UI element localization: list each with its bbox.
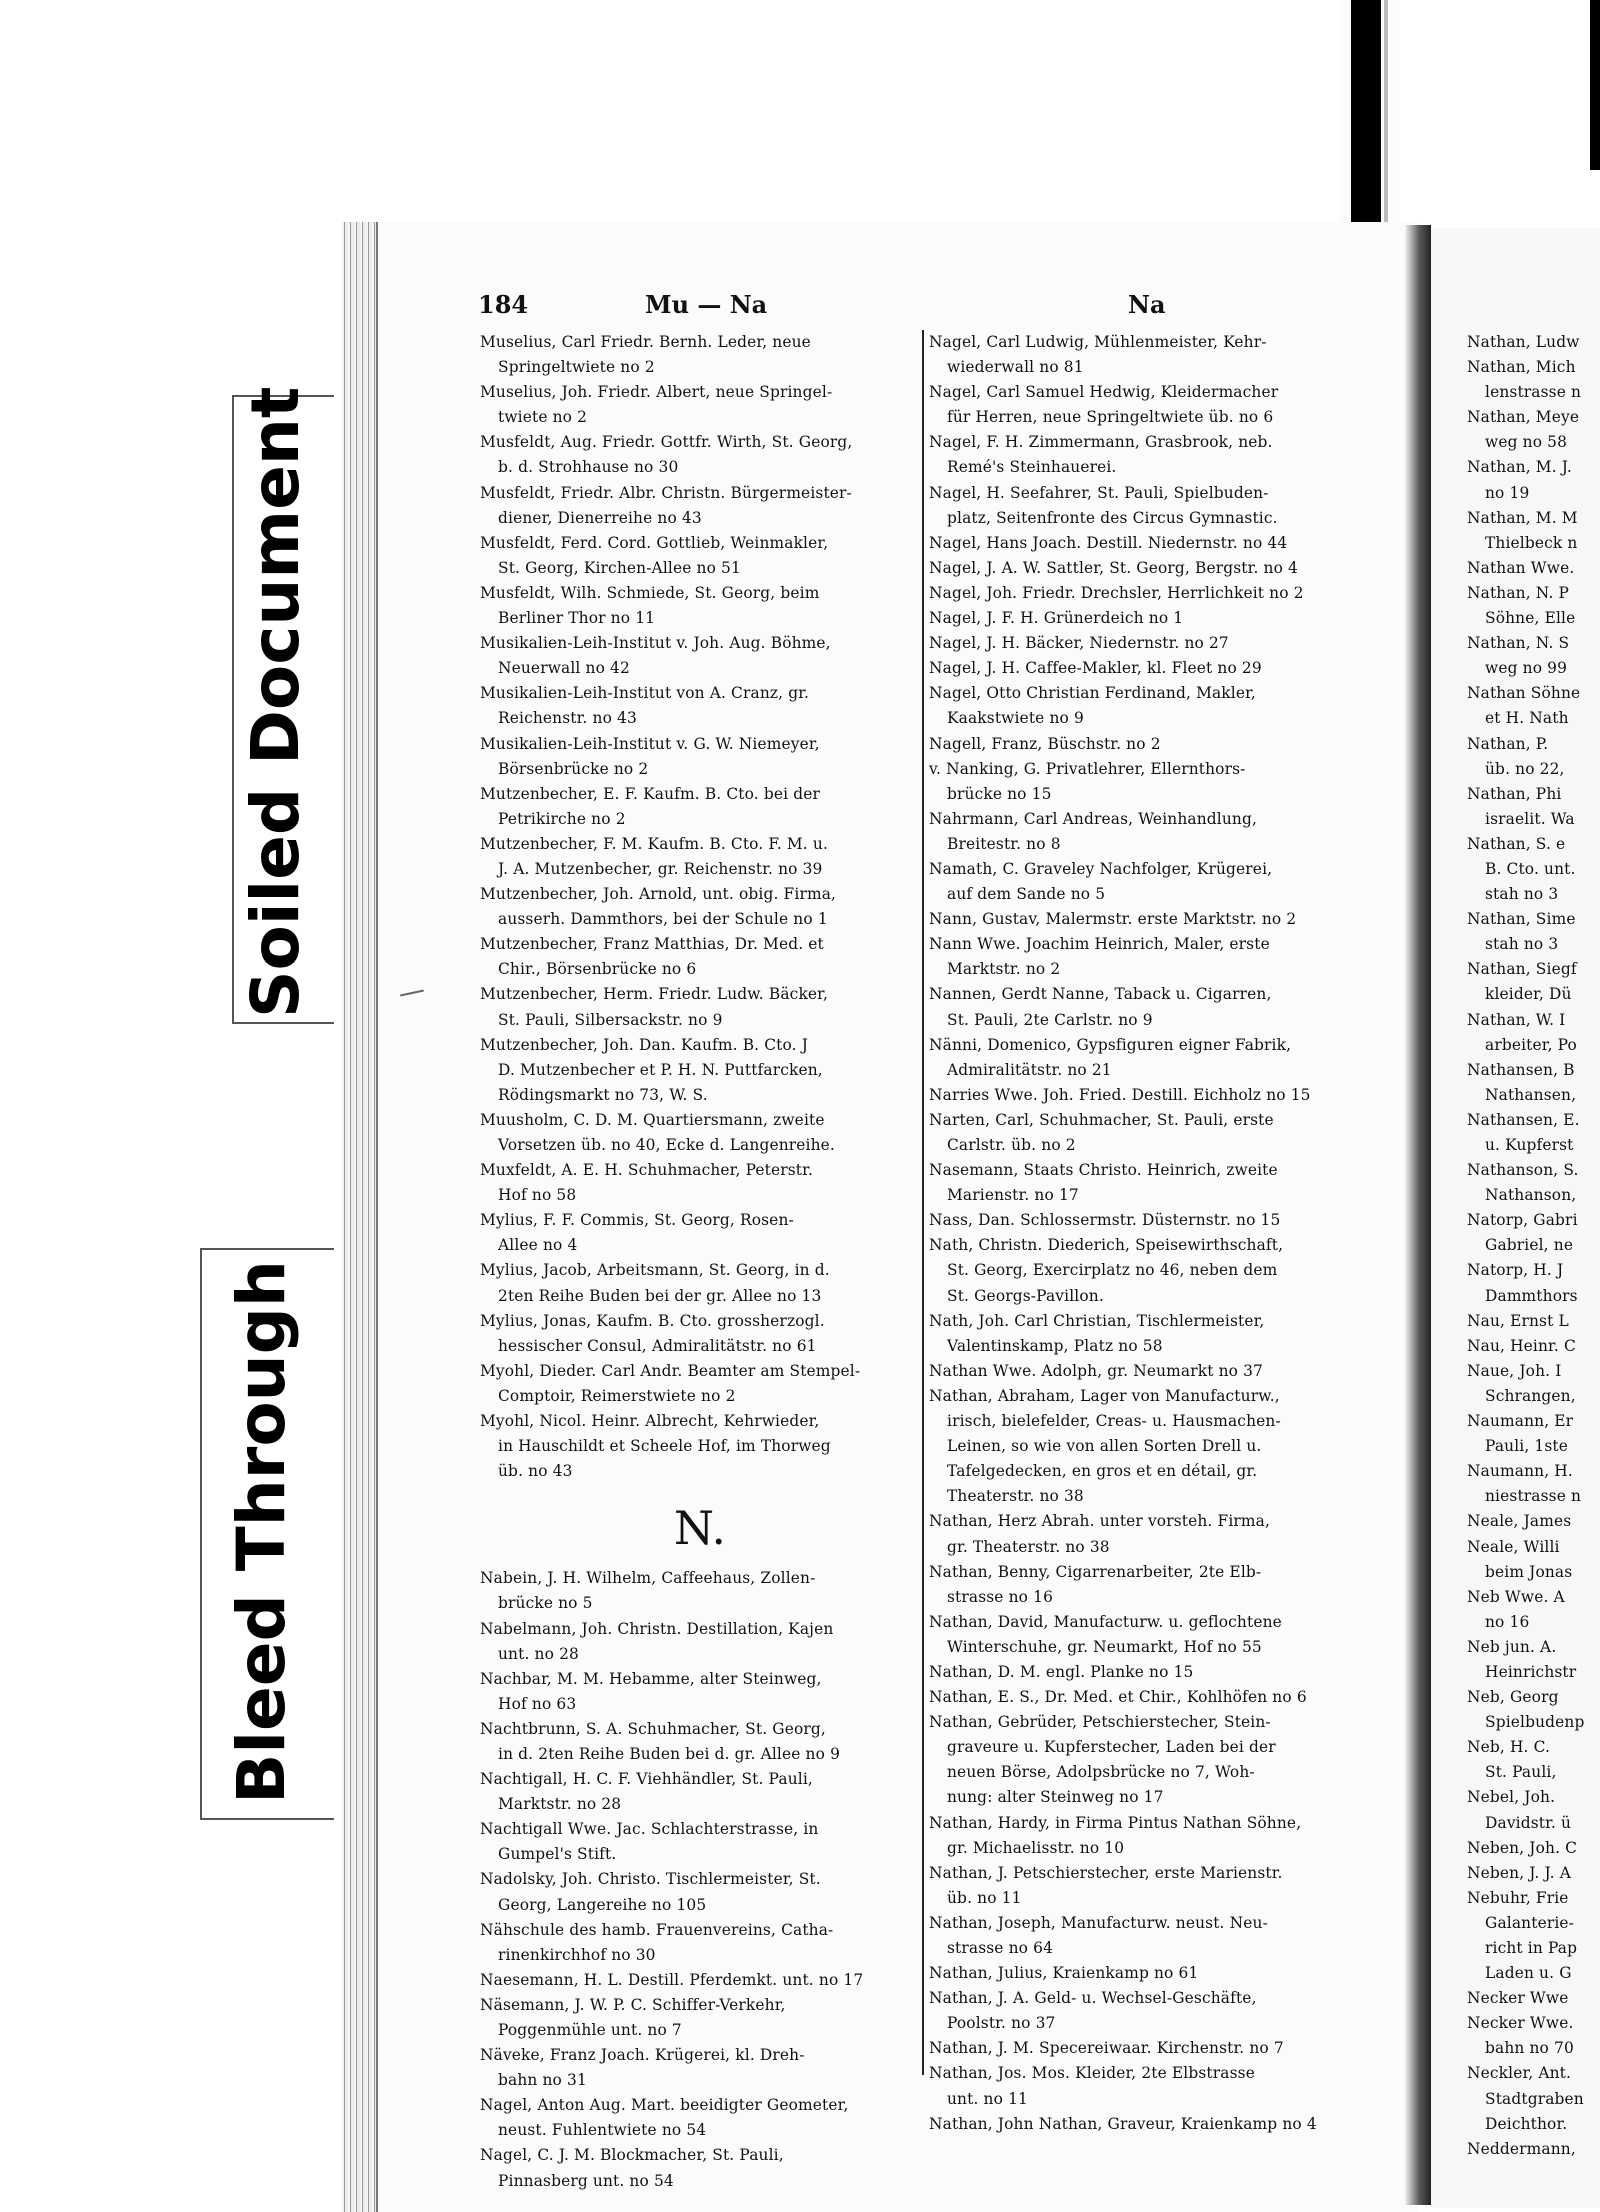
directory-entry: Nähschule des hamb. Frauenvereins, Catha- [480,1920,834,1939]
directory-entry: Nachtbrunn, S. A. Schuhmacher, St. Georg, [480,1719,826,1738]
directory-entry: Natorp, Gabri [1467,1211,1578,1230]
directory-entry: Nagel, C. J. M. Blockmacher, St. Pauli, [480,2146,784,2165]
directory-entry: Nachtigall, H. C. F. Viehhändler, St. Pauli, [480,1770,813,1789]
directory-entry: Nathan, Meye [1467,408,1580,427]
directory-entry: Neale, James [1467,1512,1572,1531]
entry-continuation: stah no 3 [1485,935,1559,954]
directory-entry: Nagel, Joh. Friedr. Drechsler, Herrlichkeit no 2 [929,583,1304,602]
directory-entry: Neb jun. A. [1467,1637,1557,1656]
entry-continuation: Breitestr. no 8 [947,834,1061,853]
directory-entry: Muselius, Carl Friedr. Bernh. Leder, neue [480,333,811,351]
entry-continuation: irisch, bielefelder, Creas- u. Hausmachen- [947,1412,1281,1431]
entry-continuation: brücke no 5 [498,1594,593,1613]
directory-entry: Naumann, H. [1467,1462,1573,1481]
running-head-left: Mu — Na [645,290,768,319]
entry-continuation: Pauli, 1ste [1485,1437,1569,1456]
directory-entry: Näsemann, J. W. P. C. Schiffer-Verkehr, [480,1995,786,2014]
directory-entry: Nabelmann, Joh. Christn. Destillation, Kajen [480,1619,834,1638]
directory-entry: Nathan, John Nathan, Graveur, Kraienkamp no 4 [929,2114,1317,2133]
entry-continuation: Comptoir, Reimerstwiete no 2 [498,1386,736,1405]
directory-entry: Nathan, D. M. engl. Planke no 15 [929,1662,1194,1681]
entry-continuation: Leinen, so wie von allen Sorten Drell u. [947,1437,1262,1456]
entry-continuation: et H. Nath [1485,709,1569,728]
entry-continuation: stah no 3 [1485,885,1559,904]
entry-continuation: rinenkirchhof no 30 [498,1945,656,1964]
directory-entry: Musikalien-Leih-Institut v. Joh. Aug. Böhme, [480,634,831,653]
directory-entry: Neben, Joh. C [1467,1838,1578,1857]
directory-entry: Mutzenbecher, E. F. Kaufm. B. Cto. bei der [480,784,821,803]
entry-continuation: 2ten Reihe Buden bei der gr. Allee no 13 [498,1286,822,1305]
directory-entry: Necker Wwe. [1467,2014,1574,2033]
entry-continuation: Berliner Thor no 11 [498,609,656,628]
directory-entry: Neb, Georg [1467,1688,1559,1707]
entry-continuation: St. Georg, Exercirplatz no 46, neben dem [947,1261,1278,1280]
entry-continuation: Thielbeck n [1485,533,1578,552]
entry-continuation: Heinrichstr [1485,1662,1577,1681]
entry-continuation: Deichthor. [1485,2114,1568,2133]
entry-continuation: nung: alter Steinweg no 17 [947,1788,1164,1807]
directory-entry: Naue, Joh. I [1467,1361,1562,1380]
directory-entry: Nathan, Abraham, Lager von Manufacturw., [929,1386,1280,1405]
entry-continuation: kleider, Dü [1485,985,1572,1004]
entry-continuation: St. Pauli, Silbersackstr. no 9 [498,1010,723,1029]
directory-entry: Muusholm, C. D. M. Quartiersmann, zweite [480,1110,825,1129]
directory-entry: Muxfeldt, A. E. H. Schuhmacher, Peterstr. [480,1161,813,1180]
directory-entry: Nathanson, S. [1467,1161,1579,1180]
directory-entry: Nebuhr, Frie [1467,1888,1569,1907]
directory-entry: Nathan Söhne [1467,684,1581,703]
directory-entry: Nagel, J. F. H. Grünerdeich no 1 [929,609,1184,628]
entry-continuation: richt in Pap [1485,1939,1578,1957]
entry-continuation: Marktstr. no 2 [947,960,1061,979]
bleed-through-label: Bleed Through [223,1260,300,1804]
directory-entry: Nabein, J. H. Wilhelm, Caffeehaus, Zollen- [480,1569,816,1588]
directory-entry: Mutzenbecher, F. M. Kaufm. B. Cto. F. M. u. [480,834,829,853]
directory-entry: Nagell, Franz, Büschstr. no 2 [929,734,1161,753]
directory-entry: Neddermann, [1467,2139,1576,2158]
running-head-right: Na [1128,290,1166,319]
entry-continuation: Winterschuhe, gr. Neumarkt, Hof no 55 [947,1637,1262,1656]
entry-continuation: Springeltwiete no 2 [498,358,655,377]
directory-entry: Narries Wwe. Joh. Fried. Destill. Eichholz no 15 [929,1085,1311,1104]
entry-continuation: Gabriel, ne [1485,1236,1574,1255]
scan-border [1590,0,1600,170]
directory-entry: Nagel, J. H. Bäcker, Niedernstr. no 27 [929,634,1229,653]
entry-continuation: brücke no 15 [947,784,1052,803]
entry-continuation: neust. Fuhlentwiete no 54 [498,2121,707,2140]
directory-entry: Nathan, J. M. Specereiwaar. Kirchenstr. no 7 [929,2039,1284,2058]
directory-column-facing [1467,330,1600,2162]
directory-entry: Nagel, Carl Ludwig, Mühlenmeister, Kehr- [929,333,1267,351]
directory-entry: Nathan, Gebrüder, Petschierstecher, Stein- [929,1713,1271,1732]
directory-entry: Namath, C. Graveley Nachfolger, Krügerei, [929,859,1273,878]
directory-entry: Nathan, Ludw [1467,333,1580,351]
directory-entry: Musikalien-Leih-Institut v. G. W. Niemeyer, [480,734,820,753]
entry-continuation: niestrasse n [1485,1487,1582,1506]
entry-continuation: Schrangen, [1485,1386,1576,1405]
directory-entry: Nebel, Joh. [1467,1788,1556,1807]
directory-entry: Nadolsky, Joh. Christo. Tischlermeister, St. [480,1870,821,1889]
directory-entry: Mutzenbecher, Franz Matthias, Dr. Med. et [480,935,824,954]
entry-continuation: Spielbudenp [1485,1713,1585,1732]
entry-continuation: Vorsetzen üb. no 40, Ecke d. Langenreihe. [498,1136,835,1154]
directory-entry: Nathansen, E. [1467,1110,1580,1129]
entry-continuation: Georg, Langereihe no 105 [498,1895,707,1914]
directory-entry: Musfeldt, Friedr. Albr. Christn. Bürgermeister- [480,483,852,502]
entry-continuation: Stadtgraben [1485,2089,1584,2108]
entry-continuation: Gumpel's Stift. [498,1845,617,1864]
entry-continuation: Marktstr. no 28 [498,1795,622,1814]
entry-continuation: B. Cto. unt. [1485,859,1576,878]
page-number: 184 [478,290,529,319]
entry-continuation: unt. no 11 [947,2089,1028,2108]
directory-entry: Nathan, N. S [1467,634,1570,653]
directory-entry: Nagel, F. H. Zimmermann, Grasbrook, neb. [929,433,1273,452]
directory-entry: Nagel, H. Seefahrer, St. Pauli, Spielbuden- [929,483,1269,502]
directory-column-right [929,330,1369,2137]
directory-entry: Nahrmann, Carl Andreas, Weinhandlung, [929,809,1258,828]
directory-entry: Nathan, Hardy, in Firma Pintus Nathan Söhne, [929,1813,1302,1832]
directory-entry: Nathan, W. I [1467,1010,1566,1029]
binding-seam [1384,0,1388,228]
directory-entry: Nachbar, M. M. Hebamme, alter Steinweg, [480,1669,822,1688]
directory-entry: Mylius, F. F. Commis, St. Georg, Rosen- [480,1211,794,1230]
directory-entry: Musfeldt, Ferd. Cord. Gottlieb, Weinmakler, [480,533,829,552]
directory-entry: Nathan, M. J. [1467,458,1572,477]
entry-continuation: Valentinskamp, Platz no 58 [947,1336,1163,1355]
section-heading: N. [673,1501,727,1556]
directory-entry: Nath, Christn. Diederich, Speisewirthschaft, [929,1236,1284,1255]
directory-entry: Nagel, Carl Samuel Hedwig, Kleidermacher [929,383,1279,402]
entry-continuation: Kaakstwiete no 9 [947,709,1084,728]
directory-entry: Nathan, J. Petschierstecher, erste Marienstr. [929,1863,1283,1882]
entry-continuation: Börsenbrücke no 2 [498,759,649,778]
entry-continuation: Söhne, Elle [1485,609,1576,628]
directory-entry: Nath, Joh. Carl Christian, Tischlermeister, [929,1311,1265,1330]
entry-continuation: Tafelgedecken, en gros et en détail, gr. [947,1462,1258,1481]
entry-continuation: gr. Theaterstr. no 38 [947,1537,1110,1556]
column-rule [922,330,924,2075]
directory-entry: Nathan, Joseph, Manufacturw. neust. Neu- [929,1913,1268,1932]
entry-continuation: no 19 [1485,483,1530,502]
entry-continuation: twiete no 2 [498,408,588,427]
directory-entry: Nachtigall Wwe. Jac. Schlachterstrasse, in [480,1820,819,1839]
directory-entry: Nathan, David, Manufacturw. u. geflochtene [929,1612,1282,1631]
entry-continuation: b. d. Strohhause no 30 [498,458,679,477]
directory-entry: Nagel, Anton Aug. Mart. beeidigter Geometer, [480,2096,849,2115]
directory-entry: Nathansen, B [1467,1060,1575,1079]
entry-continuation: üb. no 43 [498,1462,573,1481]
entry-continuation: beim Jonas [1485,1562,1573,1581]
entry-continuation: no 16 [1485,1612,1530,1631]
entry-continuation: Allee no 4 [498,1236,578,1255]
entry-continuation: Davidstr. ü [1485,1813,1572,1832]
entry-continuation: Galanterie- [1485,1913,1575,1932]
entry-continuation: israelit. Wa [1485,809,1575,828]
directory-entry: Mutzenbecher, Joh. Dan. Kaufm. B. Cto. J [480,1035,809,1054]
directory-entry: Musikalien-Leih-Institut von A. Cranz, gr. [480,684,810,703]
entry-continuation: strasse no 16 [947,1587,1054,1606]
directory-entry: Mutzenbecher, Joh. Arnold, unt. obig. Firma, [480,885,837,904]
directory-entry: Nathan Wwe. Adolph, gr. Neumarkt no 37 [929,1361,1263,1380]
directory-entry: Neb Wwe. A [1467,1587,1565,1606]
directory-entry: Myohl, Dieder. Carl Andr. Beamter am Stempel- [480,1361,861,1380]
directory-entry: Nathan, E. S., Dr. Med. et Chir., Kohlhöfen no 6 [929,1688,1307,1707]
entry-continuation: arbeiter, Po [1485,1035,1577,1054]
entry-continuation: Hof no 58 [498,1186,577,1205]
directory-entry: Naesemann, H. L. Destill. Pferdemkt. unt. no 17 [480,1970,864,1989]
entry-continuation: St. Pauli, 2te Carlstr. no 9 [947,1010,1153,1029]
entry-continuation: wiederwall no 81 [947,358,1084,377]
directory-entry: Neale, Willi [1467,1537,1560,1556]
entry-continuation: St. Georgs-Pavillon. [947,1286,1104,1305]
entry-continuation: üb. no 11 [947,1888,1022,1907]
directory-entry: Necker Wwe [1467,1989,1569,2008]
entry-continuation: Nathanson, [1485,1186,1577,1205]
entry-continuation: Nathansen, [1485,1085,1577,1104]
directory-entry: Neben, J. J. A [1467,1863,1571,1882]
entry-continuation: Marienstr. no 17 [947,1186,1079,1205]
directory-entry: Nann, Gustav, Malermstr. erste Marktstr. no 2 [929,910,1297,929]
directory-entry: Nann Wwe. Joachim Heinrich, Maler, erste [929,935,1270,954]
entry-continuation: bahn no 70 [1485,2039,1574,2058]
directory-entry: Natorp, H. J [1467,1261,1564,1280]
entry-continuation: hessischer Consul, Admiralitätstr. no 61 [498,1336,817,1355]
directory-entry: Musfeldt, Aug. Friedr. Gottfr. Wirth, St. Georg, [480,433,853,452]
page-gutter [1405,225,1431,2205]
directory-entry: Nagel, Hans Joach. Destill. Niedernstr. no 44 [929,533,1288,552]
entry-continuation: Admiralitätstr. no 21 [947,1060,1112,1079]
directory-entry: Nathan Wwe. [1467,558,1575,577]
entry-continuation: diener, Dienerreihe no 43 [498,508,702,527]
directory-entry: Nannen, Gerdt Nanne, Taback u. Cigarren, [929,985,1272,1004]
binding-tape [1351,0,1381,228]
directory-entry: Nathan, Herz Abrah. unter vorsteh. Firma, [929,1512,1271,1531]
entry-continuation: auf dem Sande no 5 [947,885,1106,904]
directory-entry: Nathan, P. [1467,734,1549,753]
entry-continuation: strasse no 64 [947,1939,1054,1957]
entry-continuation: Chir., Börsenbrücke no 6 [498,960,697,979]
entry-continuation: ausserh. Dammthors, bei der Schule no 1 [498,910,828,929]
directory-entry: Myohl, Nicol. Heinr. Albrecht, Kehrwieder, [480,1412,820,1431]
entry-continuation: platz, Seitenfronte des Circus Gymnastic. [947,508,1278,527]
directory-entry: Nathan, S. e [1467,834,1566,853]
entry-continuation: Reichenstr. no 43 [498,709,637,728]
entry-continuation: in Hauschildt et Scheele Hof, im Thorweg [498,1437,831,1456]
entry-continuation: graveure u. Kupferstecher, Laden bei der [947,1738,1276,1757]
entry-continuation: Pinnasberg unt. no 54 [498,2171,674,2190]
entry-continuation: Dammthors [1485,1286,1578,1305]
directory-entry: Nagel, Otto Christian Ferdinand, Makler, [929,684,1256,703]
entry-continuation: in d. 2ten Reihe Buden bei d. gr. Allee no 9 [498,1744,841,1763]
entry-continuation: Poolstr. no 37 [947,2014,1056,2033]
entry-continuation: weg no 99 [1485,659,1568,678]
directory-entry: Nagel, J. A. W. Sattler, St. Georg, Bergstr. no 4 [929,558,1298,577]
directory-entry: Nau, Ernst L [1467,1311,1569,1330]
directory-entry: Nathan, N. P [1467,583,1570,602]
entry-continuation: J. A. Mutzenbecher, gr. Reichenstr. no 39 [498,859,823,878]
directory-entry: Mylius, Jacob, Arbeitsmann, St. Georg, in d. [480,1261,830,1280]
directory-entry: Musfeldt, Wilh. Schmiede, St. Georg, beim [480,583,820,602]
directory-entry: Nathan, Sime [1467,910,1576,929]
entry-continuation: St. Pauli, [1485,1763,1557,1782]
entry-continuation: unt. no 28 [498,1644,579,1663]
directory-entry: Nathan, Mich [1467,358,1576,377]
entry-continuation: Remé's Steinhauerei. [947,458,1117,477]
directory-entry: Nathan, J. A. Geld- u. Wechsel-Geschäfte, [929,1989,1257,2008]
entry-continuation: Rödingsmarkt no 73, W. S. [498,1085,708,1104]
entry-continuation: weg no 58 [1485,433,1568,452]
entry-continuation: u. Kupferst [1485,1136,1574,1154]
directory-entry: Naumann, Er [1467,1412,1574,1431]
entry-continuation: Poggenmühle unt. no 7 [498,2021,682,2039]
directory-entry: Narten, Carl, Schuhmacher, St. Pauli, erste [929,1110,1274,1129]
soiled-document-label: Soiled Document [237,386,314,1018]
entry-continuation: üb. no 22, [1485,759,1565,778]
directory-entry: Mylius, Jonas, Kaufm. B. Cto. grossherzogl. [480,1311,825,1330]
entry-continuation: gr. Michaelisstr. no 10 [947,1838,1125,1857]
directory-column-left [480,330,920,2194]
entry-continuation: Theaterstr. no 38 [947,1487,1084,1506]
directory-entry: v. Nanking, G. Privatlehrer, Ellernthors- [929,759,1246,778]
directory-entry: Neb, H. C. [1467,1738,1551,1757]
entry-continuation: neuen Börse, Adolpsbrücke no 7, Woh- [947,1763,1255,1782]
entry-continuation: Hof no 63 [498,1694,577,1713]
directory-entry: Muselius, Joh. Friedr. Albert, neue Springel- [480,383,833,402]
directory-entry: Nathan, Benny, Cigarrenarbeiter, 2te Elb- [929,1562,1262,1581]
directory-entry: Neckler, Ant. [1467,2064,1572,2083]
directory-entry: Mutzenbecher, Herm. Friedr. Ludw. Bäcker, [480,985,829,1004]
directory-entry: Nass, Dan. Schlossermstr. Düsternstr. no 15 [929,1211,1281,1230]
directory-entry: Nathan, Jos. Mos. Kleider, 2te Elbstrasse [929,2064,1255,2083]
directory-entry: Nau, Heinr. C [1467,1336,1576,1355]
directory-entry: Nathan, Phi [1467,784,1562,803]
entry-continuation: D. Mutzenbecher et P. H. N. Puttfarcken, [498,1060,823,1079]
directory-entry: Nänni, Domenico, Gypsfiguren eigner Fabrik, [929,1035,1292,1054]
directory-entry: Nathan, Julius, Kraienkamp no 61 [929,1964,1199,1983]
entry-continuation: Neuerwall no 42 [498,659,630,678]
entry-continuation: lenstrasse n [1485,383,1582,402]
page-edges [342,222,376,2212]
directory-entry: Nasemann, Staats Christo. Heinrich, zweite [929,1161,1278,1180]
directory-entry: Nathan, M. M [1467,508,1578,527]
directory-entry: Nagel, J. H. Caffee-Makler, kl. Fleet no 29 [929,659,1262,678]
entry-continuation: Carlstr. üb. no 2 [947,1136,1076,1154]
entry-continuation: St. Georg, Kirchen-Allee no 51 [498,558,741,577]
entry-continuation: für Herren, neue Springeltwiete üb. no 6 [947,408,1274,427]
directory-entry: Näveke, Franz Joach. Krügerei, kl. Dreh- [480,2046,805,2065]
entry-continuation: Petrikirche no 2 [498,809,626,828]
entry-continuation: Laden u. G [1485,1964,1572,1983]
entry-continuation: bahn no 31 [498,2071,587,2090]
directory-entry: Nathan, Siegf [1467,960,1577,979]
